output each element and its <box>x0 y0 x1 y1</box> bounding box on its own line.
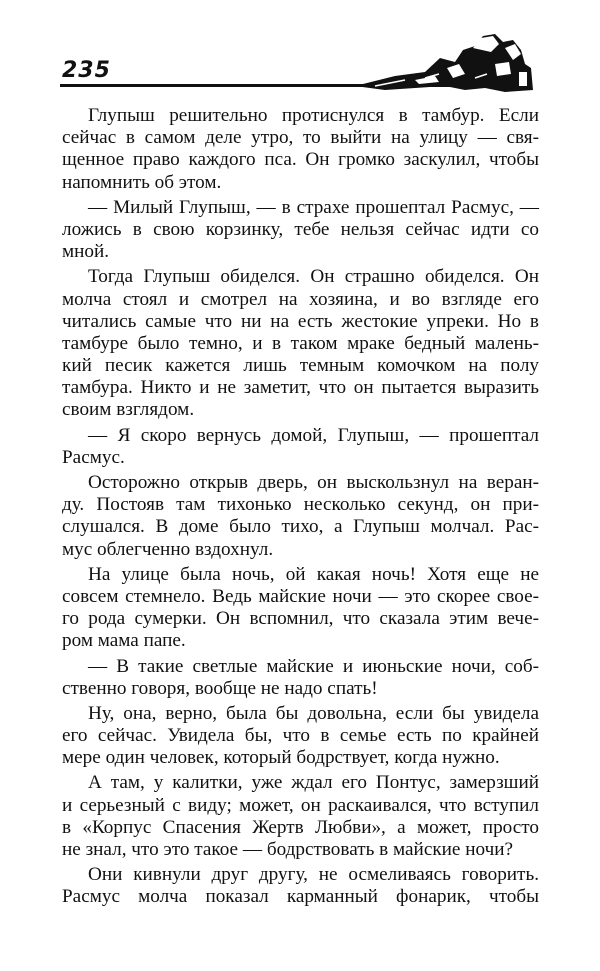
ink-sketch-ornament-icon <box>355 28 535 94</box>
text-line: Ну, она, верно, была бы довольна, если бы увидела <box>88 702 539 724</box>
text-line: мус облегченно вздохнул. <box>62 538 274 560</box>
text-line: напомнить об этом. <box>62 171 222 193</box>
text-line: ром мама папе. <box>62 630 186 652</box>
text-line: ственно говоря, вообще не надо спать! <box>62 677 378 699</box>
text-line: го рода сумерки. Он вспомнил, что сказала этим вече- <box>62 608 539 630</box>
text-line: сейчас в самом деле утро, то выйти на улицу — свя- <box>62 127 539 149</box>
text-line: Расмус. <box>62 446 125 468</box>
text-line: Глупыш решительно протиснулся в тамбур. Если <box>88 105 539 126</box>
text-line: ложись в свою корзинку, тебе нельзя сейчас идти со <box>62 218 539 240</box>
text-line: совсем стемнело. Ведь майские ночи — это скорее свое- <box>62 585 539 607</box>
text-line: своим взглядом. <box>62 399 195 421</box>
text-line: его сейчас. Увидела бы, что в семье есть по крайней <box>62 725 539 747</box>
page-number: 235 <box>62 58 111 83</box>
text-line: А там, у калитки, уже ждал его Понтус, замерзший <box>88 772 539 794</box>
text-line: Расмус молча показал карманный фонарик, чтобы <box>62 886 539 908</box>
text-line: — В такие светлые майские и июньские ночи, соб- <box>88 655 539 677</box>
text-line: в «Корпус Спасения Жертв Любви», а может, просто <box>62 816 539 838</box>
text-line: На улице была ночь, ой какая ночь! Хотя еще не <box>88 563 539 585</box>
text-line: — Милый Глупыш, — в страхе прошептал Расмус, — <box>88 196 539 218</box>
text-line: — Я скоро вернусь домой, Глупыш, — прошептал <box>88 424 539 446</box>
text-line: не знал, что это такое — бодрствовать в майские ночи? <box>62 839 514 860</box>
body-text <box>62 105 539 909</box>
text-line: мере один человек, который бодрствует, когда нужно. <box>62 747 500 769</box>
text-line: мной. <box>62 241 110 263</box>
text-line: тамбура. Никто и не заметит, что он пытается выразить <box>62 377 539 399</box>
text-line: читались самые что ни на есть жестокие упреки. Но в <box>62 310 539 332</box>
text-line: молча стоял и смотрел на хозяина, и во взгляде его <box>62 288 539 310</box>
text-line: щенное право каждого пса. Он громко заскулил, чтобы <box>62 149 539 171</box>
text-line: кий песик кажется лишь темным комочком на полу <box>62 355 539 377</box>
text-line: Осторожно открыв дверь, он выскользнул на веран- <box>88 472 539 493</box>
text-line: Они кивнули друг другу, не осмеливаясь говорить. <box>88 864 539 886</box>
text-line: и серьезный с виду; может, он раскаивался, что вступил <box>62 794 539 816</box>
text-line: тамбуре было темно, и в таком мраке бедный малень- <box>62 332 539 354</box>
text-line: ду. Постояв там тихонько несколько секунд, он при- <box>62 494 539 516</box>
text-line: слушался. В доме было тихо, а Глупыш молчал. Рас- <box>62 516 539 538</box>
text-line: Тогда Глупыш обиделся. Он страшно обиделся. Он <box>88 266 539 288</box>
